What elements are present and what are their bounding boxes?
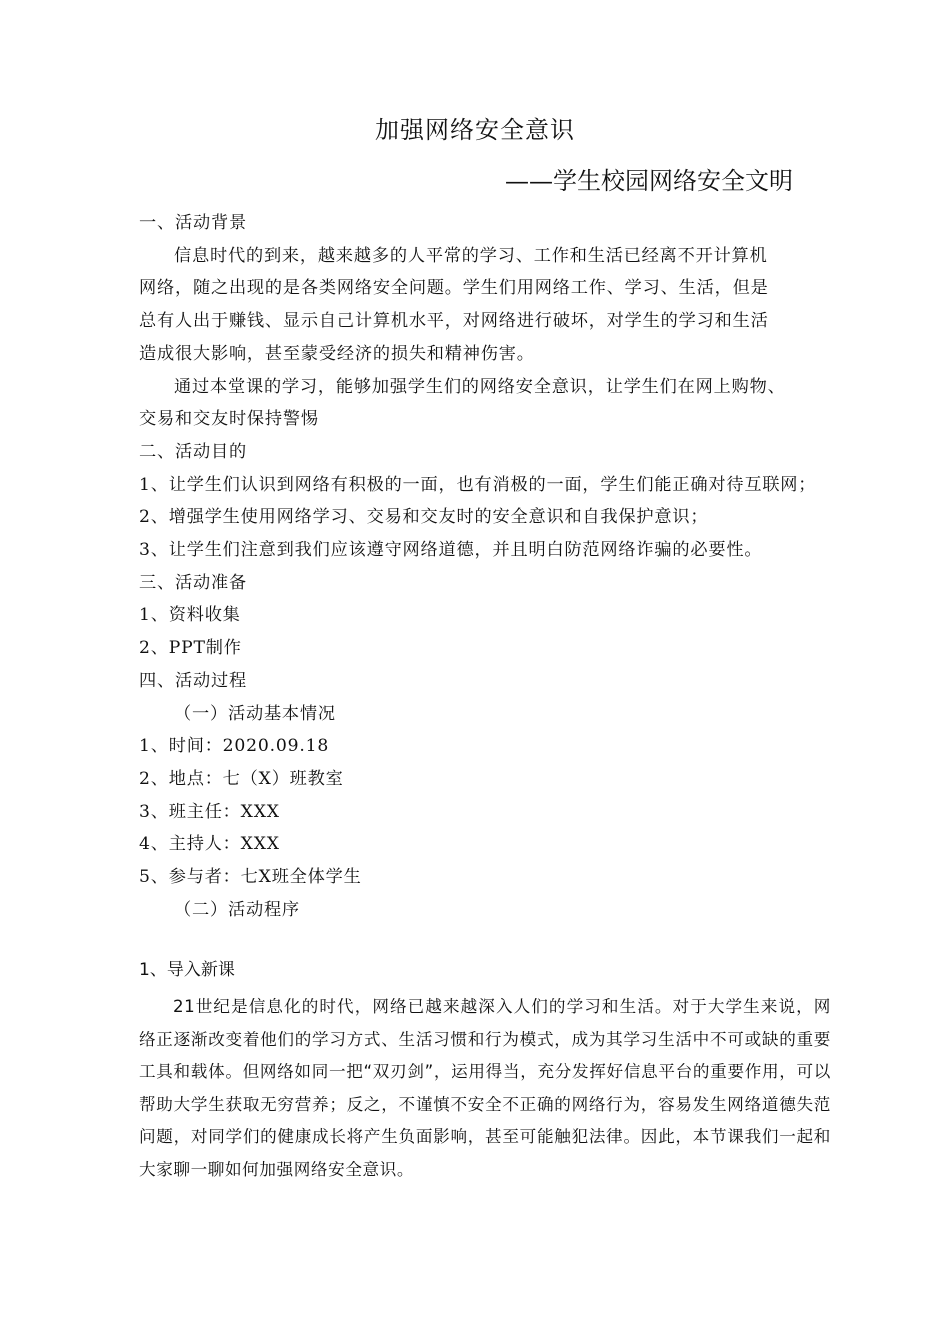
prep-item: 1、资料收集 <box>139 605 241 626</box>
intro-paragraph: 21世纪是信息化的时代，网络已越来越深入人们的学习和生活。对于大学生来说，网络正逐渐改变着他们的学习方式、生活习惯和行为模式，成为其学习生活中不可或缺的重要工具和载体。但网络如同一把“双刃剑”，运用得当，充分发挥好信息平台的重要作用，可以帮助大学生获取无穷营养；反之，不谨慎不安全不正确的网络行为，容易发生网络道德失范问题，对同学们的健康成长将产生负面影响，甚至可能触犯法律。因此，本节课我们一起和大家聊一聊如何加强网络安全意识。 <box>139 997 831 1179</box>
background-paragraph-line: 网络，随之出现的是各类网络安全问题。学生们用网络工作、学习、生活，但是 <box>139 278 769 299</box>
document-title: 加强网络安全意识 <box>375 116 575 144</box>
prep-item: 2、PPT制作 <box>139 638 242 659</box>
background-paragraph-line: 通过本堂课的学习，能够加强学生们的网络安全意识，让学生们在网上购物、 <box>174 376 786 397</box>
document-body <box>139 207 829 926</box>
subsection-heading-procedure: （二）活动程序 <box>174 899 300 920</box>
basic-info-item: 4、主持人：XXX <box>139 834 280 855</box>
background-paragraph-line: 造成很大影响，甚至蒙受经济的损失和精神伤害。 <box>139 343 535 364</box>
section-heading-process: 四、活动过程 <box>139 670 247 691</box>
intro-section <box>139 991 831 1187</box>
basic-info-item: 3、班主任：XXX <box>139 801 280 822</box>
section-heading-background: 一、活动背景 <box>139 213 247 233</box>
background-paragraph-line: 交易和交友时保持警惕 <box>139 409 319 430</box>
step-heading-intro: 1、导入新课 <box>139 960 235 980</box>
section-heading-goal: 二、活动目的 <box>139 441 247 462</box>
goal-item: 2、增强学生使用网络学习、交易和交友时的安全意识和自我保护意识； <box>139 507 709 528</box>
subsection-heading-basic-info: （一）活动基本情况 <box>174 703 336 724</box>
section-heading-prep: 三、活动准备 <box>139 572 247 593</box>
basic-info-item: 1、时间：2020.09.18 <box>139 736 330 757</box>
background-paragraph-line: 信息时代的到来，越来越多的人平常的学习、工作和生活已经离不开计算机 <box>174 245 768 266</box>
goal-item: 3、让学生们注意到我们应该遵守网络道德，并且明白防范网络诈骗的必要性。 <box>139 540 763 561</box>
goal-item: 1、让学生们认识到网络有积极的一面，也有消极的一面，学生们能正确对待互联网； <box>139 474 817 495</box>
document-subtitle: ——学生校园网络安全文明 <box>505 167 793 195</box>
background-paragraph-line: 总有人出于赚钱、显示自己计算机水平，对网络进行破坏，对学生的学习和生活 <box>139 311 769 332</box>
basic-info-item: 2、地点：七（X）班教室 <box>139 768 344 789</box>
basic-info-item: 5、参与者：七X班全体学生 <box>139 867 362 888</box>
